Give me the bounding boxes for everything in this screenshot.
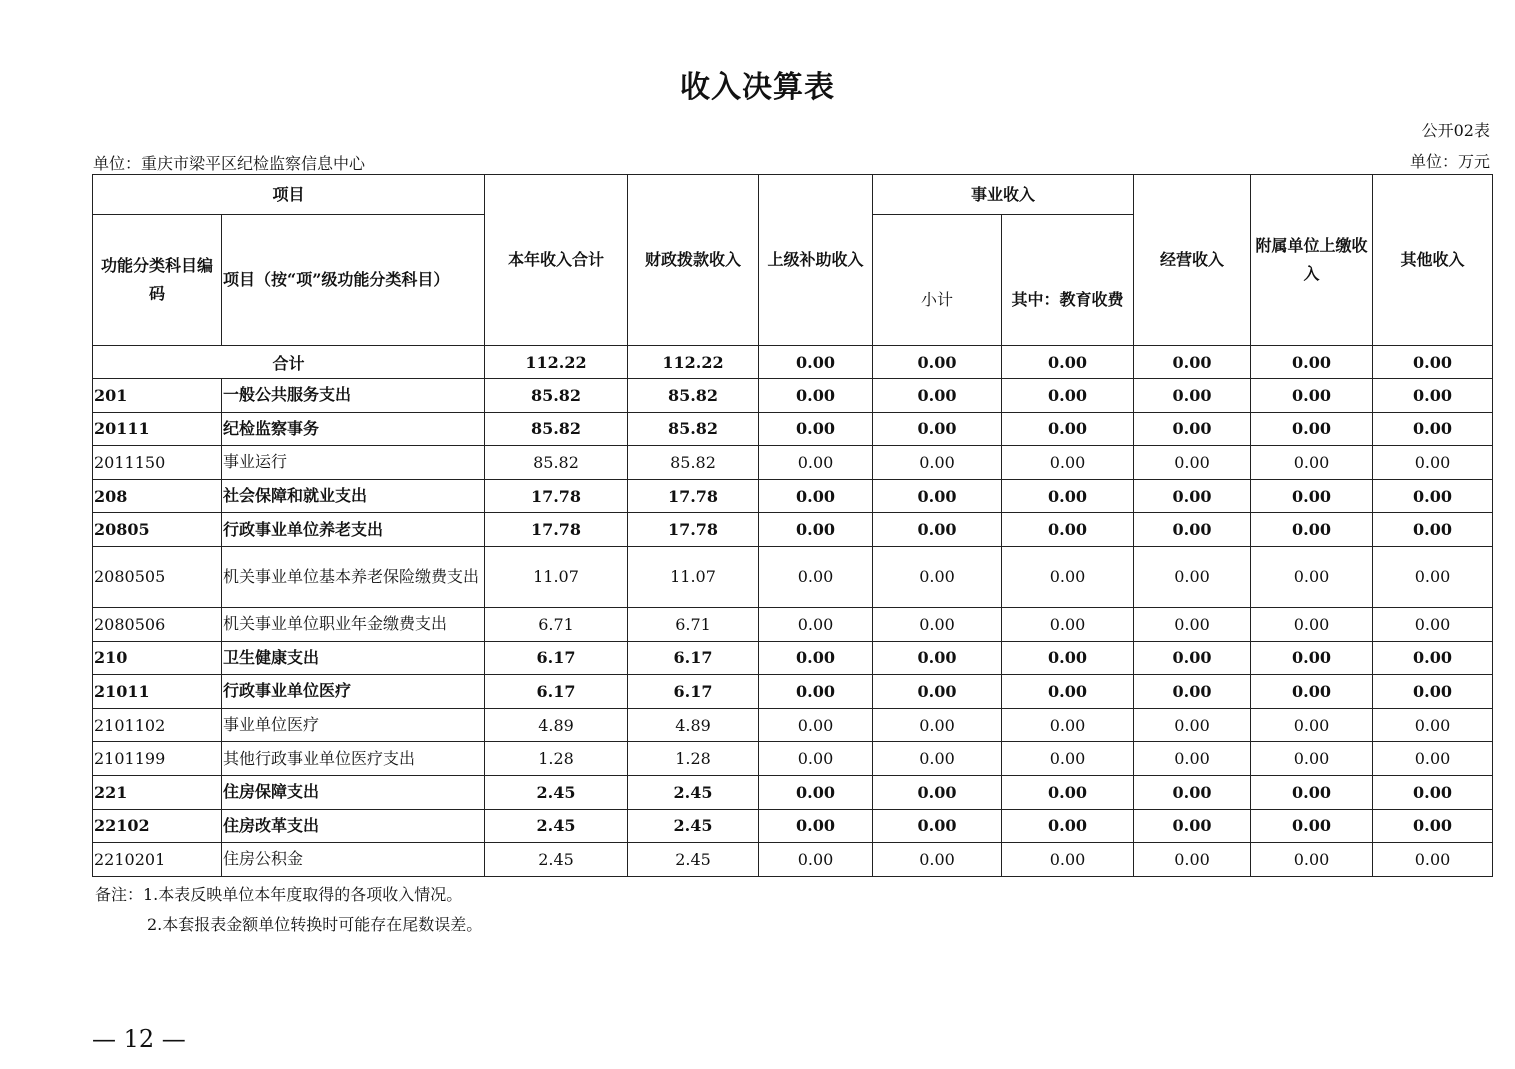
row-value: 0.00 [1373,843,1493,877]
table-row [93,379,1493,413]
header-business: 事业收入 [873,175,1134,215]
header-code: 功能分类科目编码 [93,215,222,346]
total-value: 112.22 [485,346,628,379]
row-value: 0.00 [1002,412,1134,446]
row-value: 6.17 [628,675,759,709]
row-value: 0.00 [1373,775,1493,809]
row-value: 6.17 [628,641,759,675]
row-value: 4.89 [628,708,759,742]
row-value: 0.00 [1251,546,1373,607]
row-value: 0.00 [1373,379,1493,413]
table-row [93,809,1493,843]
row-value: 0.00 [873,809,1002,843]
row-value: 0.00 [1373,446,1493,480]
table-row [93,607,1493,641]
table-body [93,346,1493,877]
row-value: 0.00 [1134,675,1251,709]
row-value: 0.00 [1002,775,1134,809]
header-other: 其他收入 [1373,175,1493,346]
row-value: 85.82 [485,379,628,413]
row-name: 其他行政事业单位医疗支出 [222,742,485,776]
table-row [93,546,1493,607]
row-value: 11.07 [485,546,628,607]
row-name: 社会保障和就业支出 [222,479,485,513]
row-value: 0.00 [1373,708,1493,742]
row-value: 0.00 [1134,546,1251,607]
row-value: 0.00 [1002,675,1134,709]
row-code: 2080505 [93,546,222,607]
row-code: 2101199 [93,742,222,776]
row-value: 0.00 [759,675,873,709]
note-line-2: 2.本套报表金额单位转换时可能存在尾数误差。 [147,915,483,934]
row-value: 0.00 [1134,843,1251,877]
row-name: 机关事业单位基本养老保险缴费支出 [222,546,485,607]
row-value: 0.00 [1134,379,1251,413]
row-value: 4.89 [485,708,628,742]
row-code: 22102 [93,809,222,843]
row-value: 0.00 [1002,546,1134,607]
row-value: 0.00 [759,742,873,776]
row-value: 85.82 [485,446,628,480]
total-value: 0.00 [1251,346,1373,379]
row-value: 85.82 [628,412,759,446]
row-value: 0.00 [1134,446,1251,480]
total-row [93,346,1493,379]
row-value: 0.00 [1251,775,1373,809]
row-value: 2.45 [628,775,759,809]
row-value: 0.00 [759,479,873,513]
unit-name: 单位：重庆市梁平区纪检监察信息中心 [93,154,366,173]
header-fiscal: 财政拨款收入 [628,175,759,346]
row-value: 0.00 [1251,843,1373,877]
page-number: — 12 — [92,1025,186,1053]
row-value: 0.00 [1134,607,1251,641]
row-value: 0.00 [1134,742,1251,776]
row-value: 0.00 [1373,607,1493,641]
row-value: 0.00 [1251,607,1373,641]
row-value: 0.00 [1134,809,1251,843]
row-value: 85.82 [485,412,628,446]
row-value: 1.28 [485,742,628,776]
row-value: 2.45 [628,843,759,877]
row-value: 0.00 [873,479,1002,513]
table-row [93,775,1493,809]
total-value: 0.00 [873,346,1002,379]
row-value: 0.00 [873,379,1002,413]
table-row [93,708,1493,742]
row-value: 0.00 [1134,479,1251,513]
header-operating: 经营收入 [1134,175,1251,346]
row-value: 0.00 [873,412,1002,446]
row-value: 17.78 [628,479,759,513]
row-value: 0.00 [1134,513,1251,547]
row-value: 0.00 [759,446,873,480]
row-value: 1.28 [628,742,759,776]
row-value: 6.71 [628,607,759,641]
row-value: 0.00 [1251,412,1373,446]
row-code: 2210201 [93,843,222,877]
row-value: 11.07 [628,546,759,607]
row-value: 0.00 [1251,446,1373,480]
row-value: 0.00 [873,843,1002,877]
row-value: 0.00 [1002,607,1134,641]
notes [95,880,482,940]
row-value: 0.00 [1002,479,1134,513]
row-value: 0.00 [759,708,873,742]
row-value: 0.00 [759,809,873,843]
row-value: 0.00 [873,708,1002,742]
table-row [93,412,1493,446]
row-name: 住房公积金 [222,843,485,877]
table-row [93,479,1493,513]
row-value: 0.00 [759,546,873,607]
row-value: 0.00 [873,546,1002,607]
row-value: 0.00 [1373,546,1493,607]
row-code: 208 [93,479,222,513]
row-value: 0.00 [1251,641,1373,675]
header-project: 项目 [93,175,485,215]
table-row [93,742,1493,776]
row-value: 0.00 [873,446,1002,480]
row-code: 221 [93,775,222,809]
row-name: 机关事业单位职业年金缴费支出 [222,607,485,641]
table-row [93,513,1493,547]
row-value: 0.00 [1251,379,1373,413]
row-value: 0.00 [1251,742,1373,776]
header-name: 项目（按“项”级功能分类科目） [222,215,485,346]
row-value: 0.00 [1373,513,1493,547]
row-name: 纪检监察事务 [222,412,485,446]
row-value: 2.45 [628,809,759,843]
row-value: 2.45 [485,843,628,877]
row-code: 2080506 [93,607,222,641]
row-value: 0.00 [1002,446,1134,480]
row-value: 0.00 [1134,641,1251,675]
income-table [92,174,1493,877]
row-value: 0.00 [873,775,1002,809]
money-unit: 单位：万元 [1409,152,1490,171]
row-value: 85.82 [628,446,759,480]
row-value: 0.00 [759,607,873,641]
header-subtotal: 小计 [873,215,1002,346]
row-name: 事业运行 [222,446,485,480]
table-header [93,175,1493,346]
row-name: 一般公共服务支出 [222,379,485,413]
row-value: 0.00 [1373,742,1493,776]
row-value: 6.71 [485,607,628,641]
header-superior: 上级补助收入 [759,175,873,346]
row-value: 0.00 [1134,708,1251,742]
page-title: 收入决算表 [680,70,835,105]
row-value: 0.00 [1251,479,1373,513]
table-row [93,675,1493,709]
table-row [93,641,1493,675]
total-value: 0.00 [1373,346,1493,379]
table-row [93,446,1493,480]
row-value: 0.00 [759,843,873,877]
row-name: 行政事业单位医疗 [222,675,485,709]
total-value: 0.00 [1134,346,1251,379]
row-value: 0.00 [1251,708,1373,742]
row-code: 2101102 [93,708,222,742]
row-code: 21011 [93,675,222,709]
row-value: 0.00 [1002,809,1134,843]
table-row [93,843,1493,877]
row-value: 0.00 [1373,675,1493,709]
row-value: 17.78 [485,513,628,547]
row-value: 0.00 [1373,641,1493,675]
row-value: 17.78 [485,479,628,513]
row-name: 事业单位医疗 [222,708,485,742]
row-value: 0.00 [873,607,1002,641]
row-value: 0.00 [1134,412,1251,446]
header-education: 其中：教育收费 [1002,215,1134,346]
row-value: 0.00 [759,412,873,446]
note-line-1: 备注：1.本表反映单位本年度取得的各项收入情况。 [95,885,463,904]
row-name: 住房改革支出 [222,809,485,843]
row-code: 210 [93,641,222,675]
form-number: 公开02表 [1421,121,1490,140]
row-value: 0.00 [873,675,1002,709]
row-value: 2.45 [485,809,628,843]
row-value: 2.45 [485,775,628,809]
row-value: 0.00 [1002,843,1134,877]
row-name: 卫生健康支出 [222,641,485,675]
row-code: 20111 [93,412,222,446]
row-name: 行政事业单位养老支出 [222,513,485,547]
header-total: 本年收入合计 [485,175,628,346]
row-value: 6.17 [485,641,628,675]
row-value: 0.00 [1373,809,1493,843]
row-value: 0.00 [1251,809,1373,843]
total-value: 112.22 [628,346,759,379]
header-affiliated: 附属单位上缴收入 [1251,175,1373,346]
row-value: 0.00 [759,641,873,675]
row-value: 0.00 [1251,513,1373,547]
row-code: 2011150 [93,446,222,480]
total-value: 0.00 [1002,346,1134,379]
row-value: 0.00 [1373,479,1493,513]
row-name: 住房保障支出 [222,775,485,809]
row-value: 6.17 [485,675,628,709]
total-label: 合计 [93,346,485,379]
row-value: 0.00 [873,742,1002,776]
row-value: 0.00 [1251,675,1373,709]
row-value: 0.00 [1002,708,1134,742]
row-value: 0.00 [873,513,1002,547]
row-value: 0.00 [1002,742,1134,776]
row-value: 17.78 [628,513,759,547]
row-value: 0.00 [1002,513,1134,547]
total-value: 0.00 [759,346,873,379]
row-value: 0.00 [873,641,1002,675]
row-code: 20805 [93,513,222,547]
row-value: 0.00 [759,775,873,809]
row-value: 0.00 [759,379,873,413]
row-value: 0.00 [759,513,873,547]
row-value: 0.00 [1134,775,1251,809]
row-value: 85.82 [628,379,759,413]
row-value: 0.00 [1373,412,1493,446]
row-code: 201 [93,379,222,413]
row-value: 0.00 [1002,379,1134,413]
row-value: 0.00 [1002,641,1134,675]
